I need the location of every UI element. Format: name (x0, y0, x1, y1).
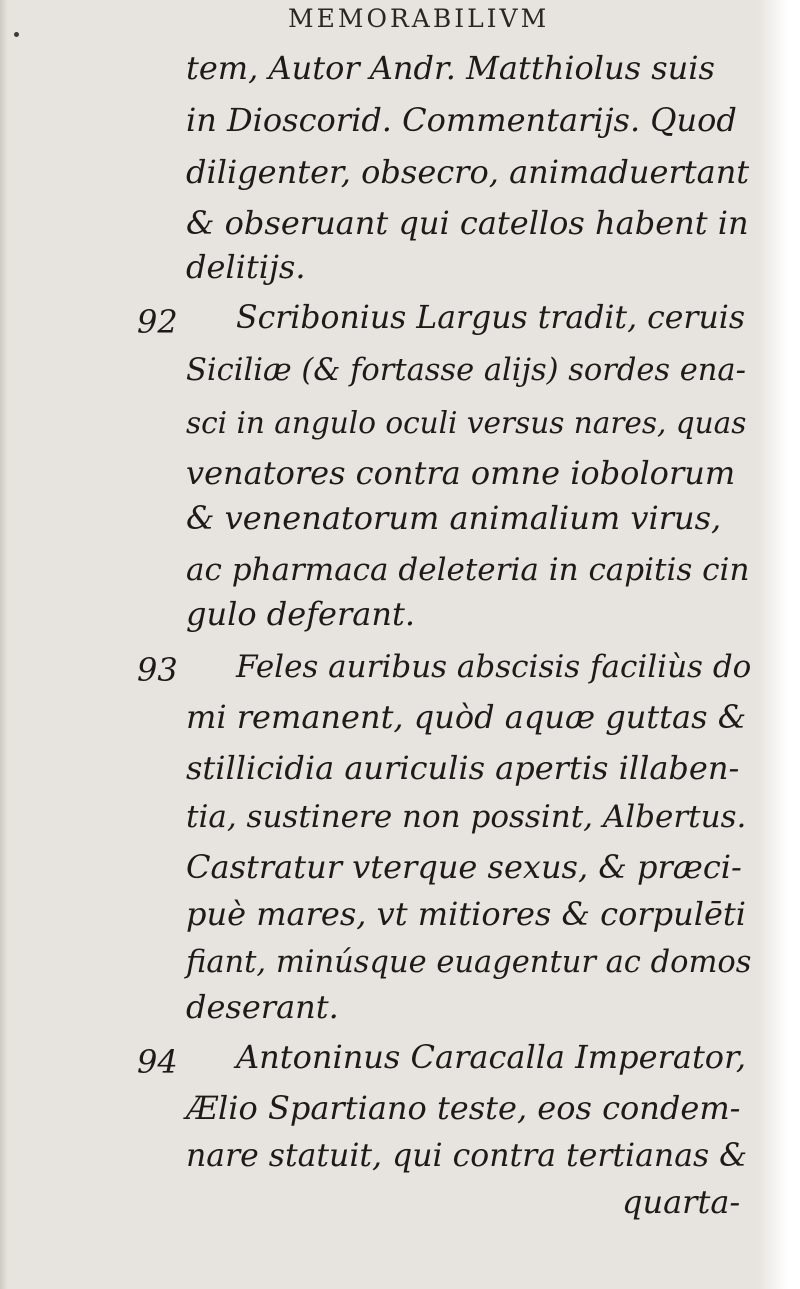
text-line: stillicidia auriculis apertis illaben- (186, 749, 740, 787)
text-line: in Dioscorid. Commentarijs. Quod (186, 101, 737, 139)
section-number: 94 (137, 1043, 178, 1081)
text-line: Antoninus Caracalla Imperator, (236, 1038, 747, 1076)
text-line: puè mares, vt mitiores & corpulēti (186, 895, 746, 933)
text-line: gulo deferant. (186, 595, 415, 633)
page-edge (758, 0, 800, 1289)
text-line: & obseruant qui catellos habent in (186, 204, 749, 242)
text-line: Scribonius Largus tradit, ceruis (236, 300, 745, 336)
catchword: quarta- (622, 1183, 741, 1221)
text-line: mi remanent, quòd aquæ guttas & (186, 698, 747, 736)
text-line: nare statuit, qui contra tertianas & (186, 1138, 748, 1174)
text-line: ac pharmaca deleteria in capitis cin (186, 552, 750, 588)
text-line: diligenter, obsecro, animaduertant (186, 153, 750, 191)
text-line: Castratur vterque sexus, & præci- (186, 848, 742, 886)
text-line: tem, Autor Andr. Matthiolus suis (186, 49, 715, 87)
text-line: delitijs. (186, 248, 306, 286)
text-line: sci in angulo oculi versus nares, quas (186, 406, 747, 440)
text-line: Feles auribus abscisis faciliùs do (236, 649, 752, 685)
text-line: tia, sustinere non possint, Albertus. (186, 799, 747, 835)
text-line: Ælio Spartiano teste, eos condem- (186, 1089, 741, 1127)
section-number: 92 (137, 303, 178, 341)
text-line: venatores contra omne iobolorum (186, 454, 736, 492)
text-line: & venenatorum animalium virus, (186, 499, 722, 537)
text-line: fiant, minúsque euagentur ac domos (186, 945, 752, 980)
text-line: deserant. (186, 988, 339, 1026)
running-head: MEMORABILIVM (288, 4, 550, 33)
ink-spot (14, 32, 19, 37)
page-gutter-shadow (0, 0, 8, 1289)
section-number: 93 (137, 651, 178, 689)
text-line: Siciliæ (& fortasse alijs) sordes ena- (186, 353, 746, 388)
